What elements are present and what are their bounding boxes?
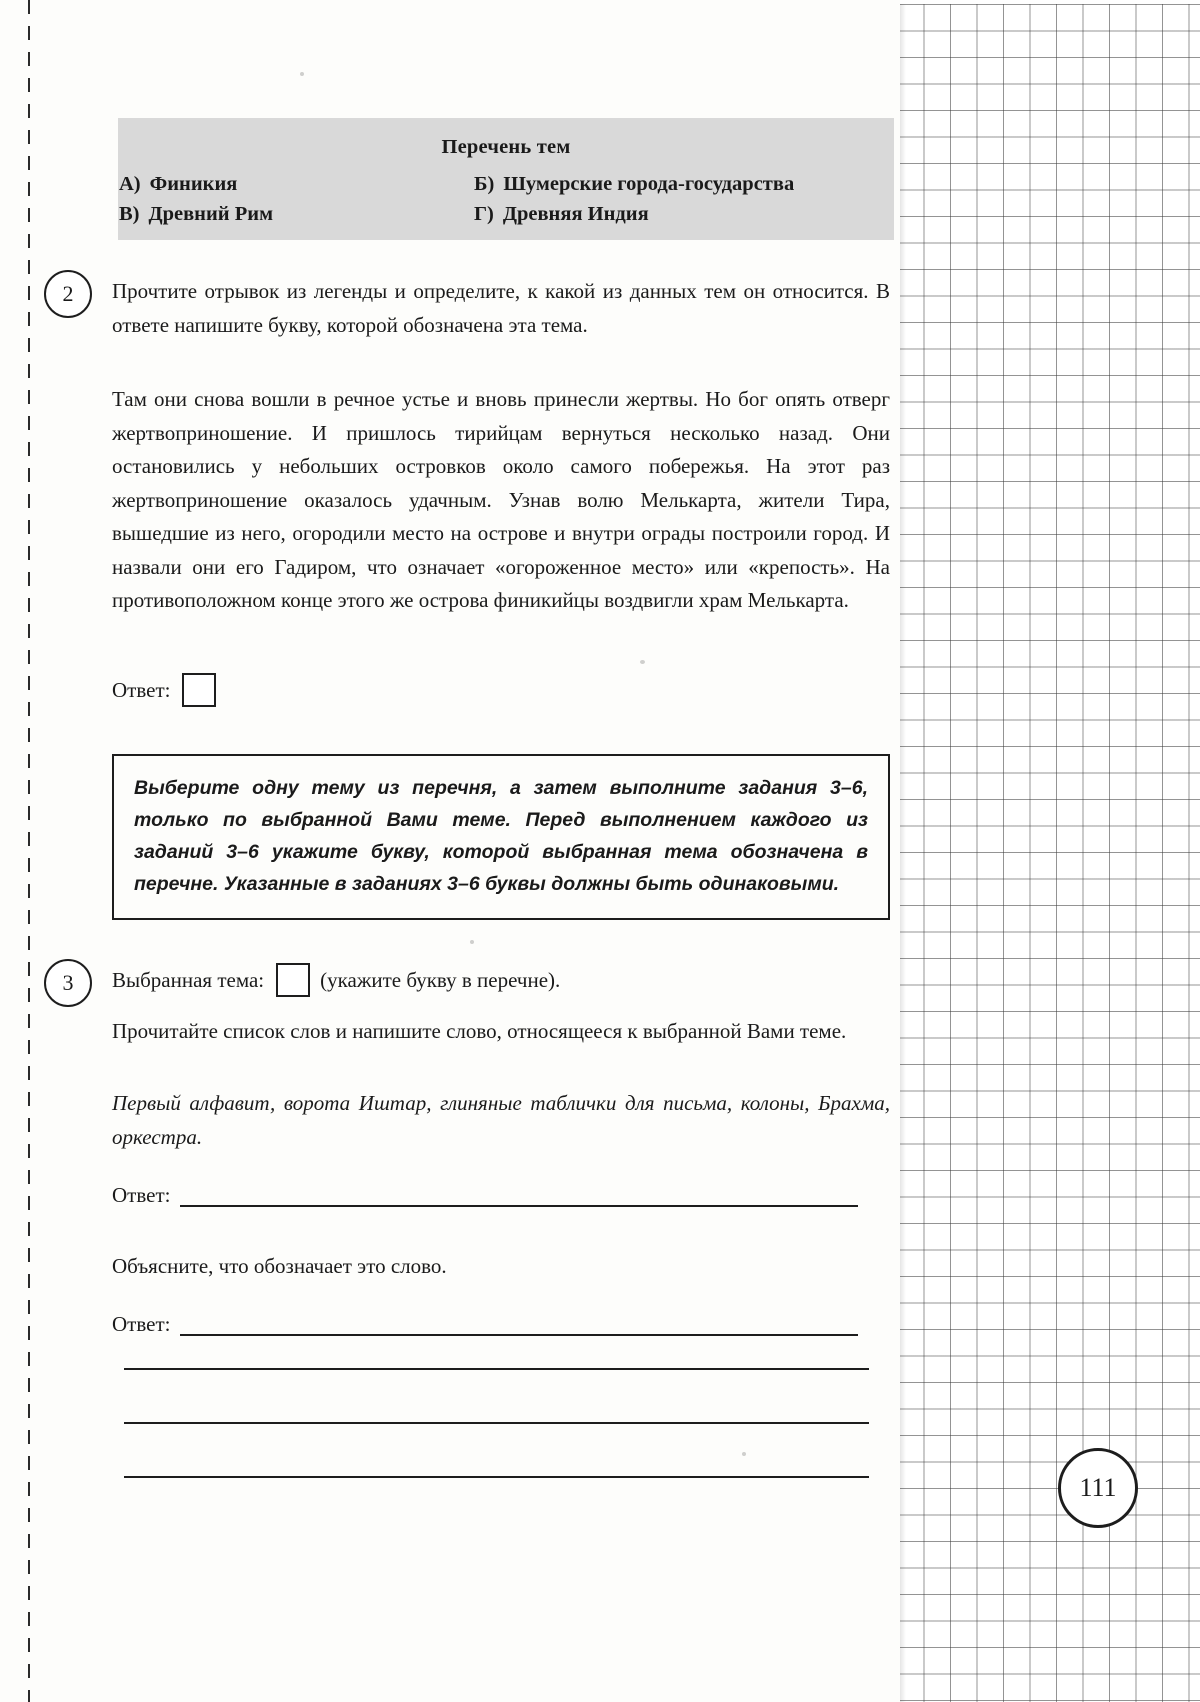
topic-label-v: Древний Рим [148, 203, 274, 225]
task-3-answer-line-1[interactable] [180, 1185, 858, 1207]
task-3-prompt: Прочитайте список слов и напишите слово, относящееся к выбранной Вами теме. [112, 1019, 847, 1043]
task-2-answer-box[interactable] [182, 673, 216, 707]
topic-item-v [119, 203, 474, 226]
topic-letter-b: Б) [474, 173, 495, 195]
task-2-answer-row [112, 673, 216, 707]
graph-paper-top-mask [900, 0, 1200, 4]
scan-speck [470, 940, 474, 944]
task-3-word-list: Первый алфавит, ворота Иштар, глиняные таблички для письма, колоны, Брахма, оркестра. [112, 1091, 890, 1149]
task-number-3: 3 [44, 959, 92, 1007]
task-3-answer-label-2: Ответ: [112, 1312, 171, 1336]
topic-list-title: Перечень тем [441, 136, 571, 158]
task-3-answer-line-5[interactable] [124, 1476, 869, 1478]
instruction-box: Выберите одну тему из перечня, а затем выполните задания 3–6, только по выбранной Вами теме. Перед выполнением каждого из заданий 3–6 укажите букву, которой выбранная тема обозначена в перечне. Указанные в заданиях 3–6 буквы должны быть одинаковыми. [112, 754, 890, 920]
topic-list-grid [118, 173, 894, 226]
topic-list-box [118, 118, 894, 240]
task-3-theme-row [112, 963, 560, 997]
task-3-explain-prompt: Объясните, что обозначает это слово. [112, 1254, 447, 1278]
task-2-answer-label: Ответ: [112, 677, 171, 702]
scan-speck [742, 1452, 746, 1456]
graph-paper-margin [900, 0, 1200, 1702]
topic-letter-v: В) [119, 203, 140, 225]
topic-item-a [119, 173, 474, 196]
page-number: 111 [1058, 1448, 1138, 1528]
task-3-answer-line-4[interactable] [124, 1422, 869, 1424]
topic-label-g: Древняя Индия [502, 203, 649, 225]
task-3-answer-row-2 [112, 1312, 858, 1336]
topic-label-a: Финикия [149, 173, 238, 195]
task-2-excerpt: Там они снова вошли в речное устье и вновь принесли жертвы. Но бог опять отверг жертвоприношение. И пришлось тирийцам вернуться несколько назад. Они остановились у небольших островков около самого побережья. На этот раз жертвоприношение оказалось удачным. Узнав волю Мелькарта, жители Тира, вышедшие из него, огородили место на острове и внутри ограды построили город. И назвали они его Гадиром, что означает «огороженное место» или «крепость». На противоположном конце этого же острова финикийцы воздвигли храм Мелькарта. [112, 387, 890, 612]
task-3-answer-line-2[interactable] [180, 1314, 858, 1336]
task-3-answer-label-1: Ответ: [112, 1183, 171, 1207]
task-3-answer-row-1 [112, 1183, 858, 1207]
task-3-theme-hint: (укажите букву в перечне). [320, 967, 561, 992]
topic-label-b: Шумерские города-государства [503, 173, 795, 195]
topic-letter-g: Г) [474, 203, 494, 225]
topic-letter-a: А) [119, 173, 141, 195]
topic-item-g [474, 203, 894, 226]
task-3-theme-label: Выбранная тема: [112, 967, 265, 992]
task-3-answer-line-3[interactable] [124, 1368, 869, 1370]
scan-speck [300, 72, 304, 76]
task-2-prompt: Прочтите отрывок из легенды и определите, к какой из данных тем он относится. В ответе напишите букву, которой обозначена эта тема. [112, 279, 890, 337]
task-3-theme-box[interactable] [276, 963, 310, 997]
scan-speck [640, 660, 645, 664]
task-number-2: 2 [44, 270, 92, 318]
topic-item-b [474, 173, 894, 196]
